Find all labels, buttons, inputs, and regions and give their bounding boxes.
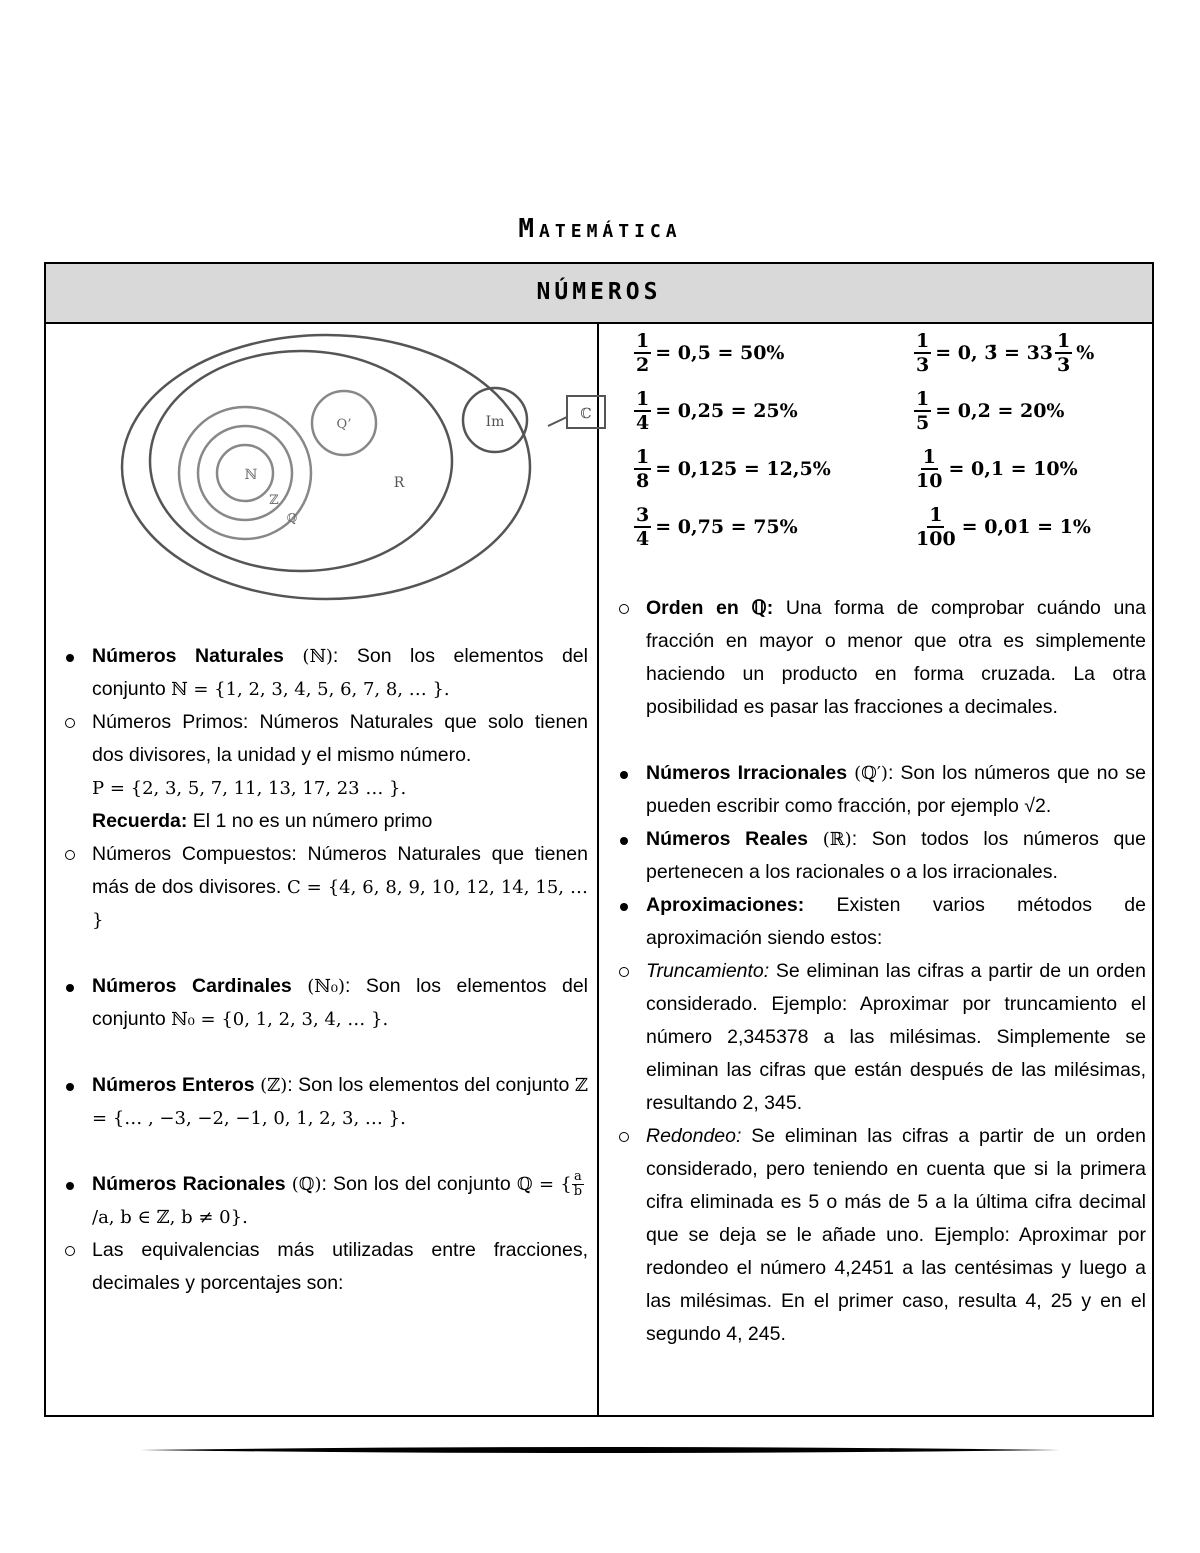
equivalence-item: $\frac{1}{8}$ = 0,125 = 12,5% xyxy=(636,446,831,492)
equivalence-row xyxy=(608,382,1146,440)
equivalence-item: $\frac{1}{100}$ = 0,01 = 1% xyxy=(916,504,1091,550)
integers-label: ℤ xyxy=(269,493,279,508)
reals-set-ellipse xyxy=(150,351,452,571)
footer-rule xyxy=(140,1446,1060,1454)
list-item-primos: Números Primos: Números Naturales que solo tienen dos divisores, la unidad y el mismo número. P = {2, 3, 5, 7, 11, 13, 17, 23 … }. Recuerda: El 1 no es un número primo xyxy=(54,706,588,838)
list-item-equivalencias: Las equivalencias más utilizadas entre fracciones, decimales y porcentajes son: xyxy=(54,1234,588,1300)
list-item-naturales: Números Naturales (ℕ): Son los elementos del conjunto ℕ = {1, 2, 3, 4, 5, 6, 7, 8, … }. xyxy=(54,640,588,706)
complex-label: ℂ xyxy=(580,406,592,422)
list-item-racionales: Números Racionales (ℚ): Son los del conjunto ℚ = { $\frac{a}{b}$ /a, b ∈ ℤ, b ≠ 0}. xyxy=(54,1168,588,1234)
left-column xyxy=(54,324,592,1300)
list-item-irracionales: Números Irracionales (ℚ′): Son los números que no se pueden escribir como fracción, por ejemplo √2. xyxy=(608,757,1146,823)
number-sets-venn-diagram xyxy=(99,327,592,607)
list-item-enteros: Números Enteros (ℤ): Son los elementos del conjunto ℤ = {… , −3, −2, −1, 0, 1, 2, 3, … }. xyxy=(54,1069,588,1135)
section-header: NÚMEROS xyxy=(46,264,1152,324)
list-item-compuestos: Números Compuestos: Números Naturales que tienen más de dos divisores. C = {4, 6, 8, 9, 10, 12, 14, 15, … } xyxy=(54,838,588,937)
equivalence-row xyxy=(608,498,1146,556)
equivalence-item: $\frac{1}{3}$ = 0, 3̄ = 33 $\frac{1}{3}$ % xyxy=(916,330,1095,376)
equivalence-row xyxy=(608,324,1146,382)
list-item-redondeo: Redondeo: Se eliminan las cifras a partir de un orden considerado, pero teniendo en cuenta que si la primera cifra eliminada es 5 o más de 5 a la última cifra decimal que se deja se le añade uno. Ejemplo: Aproximar por redondeo el número 4,2451 a las centésimas y luego a las milésimas. En el primer caso, resulta 4, 25 y en el segundo 4, 245. xyxy=(608,1120,1146,1351)
list-item-cardinales: Números Cardinales (ℕ₀): Son los elementos del conjunto ℕ₀ = {0, 1, 2, 3, 4, … }. xyxy=(54,970,588,1036)
complex-set-ellipse xyxy=(122,335,530,599)
equivalence-item: $\frac{1}{10}$ = 0,1 = 10% xyxy=(916,446,1078,492)
content-table xyxy=(44,262,1154,1417)
reals-label: R xyxy=(393,475,405,491)
equivalence-item: $\frac{1}{2}$ = 0,5 = 50% xyxy=(636,330,785,376)
rationals-label: ℚ xyxy=(286,511,298,525)
right-column xyxy=(608,324,1146,1351)
equivalence-item: $\frac{1}{4}$ = 0,25 = 25% xyxy=(636,388,798,434)
list-item-aproximaciones: Aproximaciones: Existen varios métodos de aproximación siendo estos: xyxy=(608,889,1146,955)
equivalence-row xyxy=(608,440,1146,498)
column-divider xyxy=(597,322,599,1415)
imaginary-label: Im xyxy=(485,414,505,430)
equivalence-item: $\frac{1}{5}$ = 0,2 = 20% xyxy=(916,388,1065,434)
irrationals-label: Q’ xyxy=(336,417,352,432)
naturals-label: ℕ xyxy=(244,467,258,483)
page-title: Matemática xyxy=(518,214,682,244)
equivalence-item: $\frac{3}{4}$ = 0,75 = 75% xyxy=(636,504,798,550)
complex-pointer-line xyxy=(548,417,567,426)
list-item-reales: Números Reales (ℝ): Son todos los números que pertenecen a los racionales o a los irracionales. xyxy=(608,823,1146,889)
list-item-truncamiento: Truncamiento: Se eliminan las cifras a partir de un orden considerado. Ejemplo: Aproximar por truncamiento el número 2,345378 a las milésimas. Simplemente se eliminan las cifras que están después de las milésimas, resultando 2, 345. xyxy=(608,955,1146,1120)
list-item-orden: Orden en ℚ: Una forma de comprobar cuándo una fracción en mayor o menor que otra es simplemente haciendo un producto en forma cruzada. La otra posibilidad es pasar las fracciones a decimales. xyxy=(608,592,1146,724)
